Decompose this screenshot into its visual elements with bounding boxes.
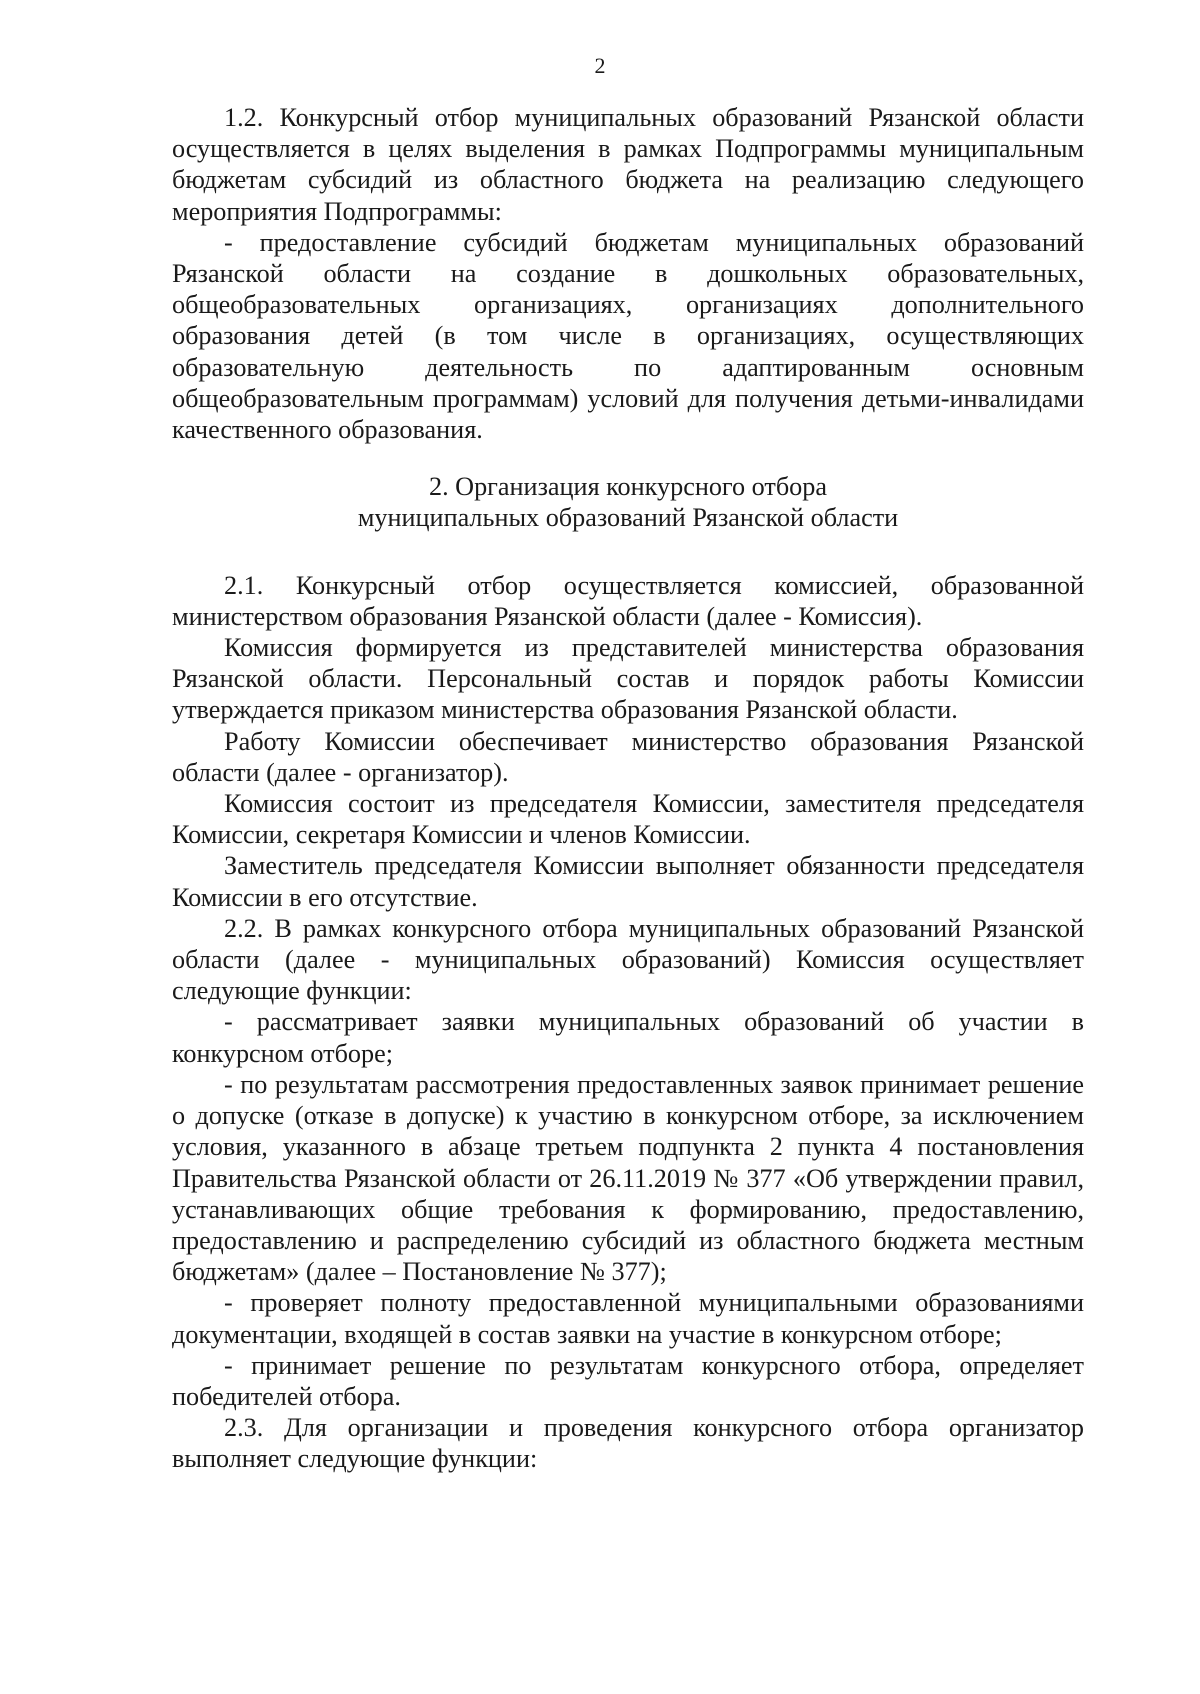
list-item-determine-winners: - принимает решение по результатам конкурсного отбора, определяет победителей отбора. [172, 1350, 1084, 1411]
paragraph-commission-support: Работу Комиссии обеспечивает министерство образования Рязанской области (далее - организатор). [172, 726, 1084, 787]
list-item-admission-decision: - по результатам рассмотрения предоставленных заявок принимает решение о допуске (отказе в допуске) к участию в конкурсном отборе, за исключением условия, указанного в абзаце третьем подпункта 2 пункта 4 постановления Правительства Рязанской области от 26.11.2019 № 377 «Об утверждении правил, устанавливающих общие требования к формированию, предоставлению, предоставлению и распределению субсидий из областного бюджета местным бюджетам» (далее – Постановление № 377); [172, 1069, 1084, 1287]
section-2-body [172, 570, 1084, 1475]
paragraph-commission-formation: Комиссия формируется из представителей министерства образования Рязанской области. Персональный состав и порядок работы Комиссии утверждается приказом министерства образования Рязанской области. [172, 633, 1084, 725]
section-heading [172, 471, 1084, 533]
document-body [172, 102, 1084, 1475]
paragraph-2-2: 2.2. В рамках конкурсного отбора муниципальных образований Рязанской области (далее - муниципальных образований) Комиссия осуществляет следующие функции: [172, 913, 1084, 1006]
paragraph-deputy-chair: Заместитель председателя Комиссии выполняет обязанности председателя Комиссии в его отсутствие. [172, 851, 1084, 912]
paragraph-1-2: 1.2. Конкурсный отбор муниципальных образований Рязанской области осуществляется в целях выделения в рамках Подпрограммы муниципальным бюджетам субсидий из областного бюджета на реализацию следующего мероприятия Подпрограммы: [172, 103, 1084, 226]
paragraph-commission-composition: Комиссия состоит из председателя Комиссии, заместителя председателя Комиссии, секретаря Комиссии и членов Комиссии. [172, 789, 1084, 850]
list-item-check-documentation: - проверяет полноту предоставленной муниципальными образованиями документации, входящей в состав заявки на участие в конкурсном отборе; [172, 1288, 1084, 1349]
section-heading-line-2: муниципальных образований Рязанской области [357, 503, 899, 533]
section-heading-line-1: 2. Организация конкурсного отбора [428, 472, 827, 502]
list-item-review-applications: - рассматривает заявки муниципальных образований об участии в конкурсном отборе; [172, 1007, 1084, 1068]
paragraph-2-1: 2.1. Конкурсный отбор осуществляется комиссией, образованной министерством образования Рязанской области (далее - Комиссия). [172, 570, 1084, 631]
page-number: 2 [594, 53, 606, 78]
paragraph-subsidy-item: - предоставление субсидий бюджетам муниципальных образований Рязанской области на создание в дошкольных образовательных, общеобразовательных организациях, организациях дополнительного образования детей (в том числе в организациях, осуществляющих образовательную деятельность по адаптированным основным общеобразовательным программам) условий для получения детьми-инвалидами качественного образования. [172, 227, 1084, 445]
paragraph-2-3: 2.3. Для организации и проведения конкурсного отбора организатор выполняет следующие функции: [172, 1413, 1084, 1474]
